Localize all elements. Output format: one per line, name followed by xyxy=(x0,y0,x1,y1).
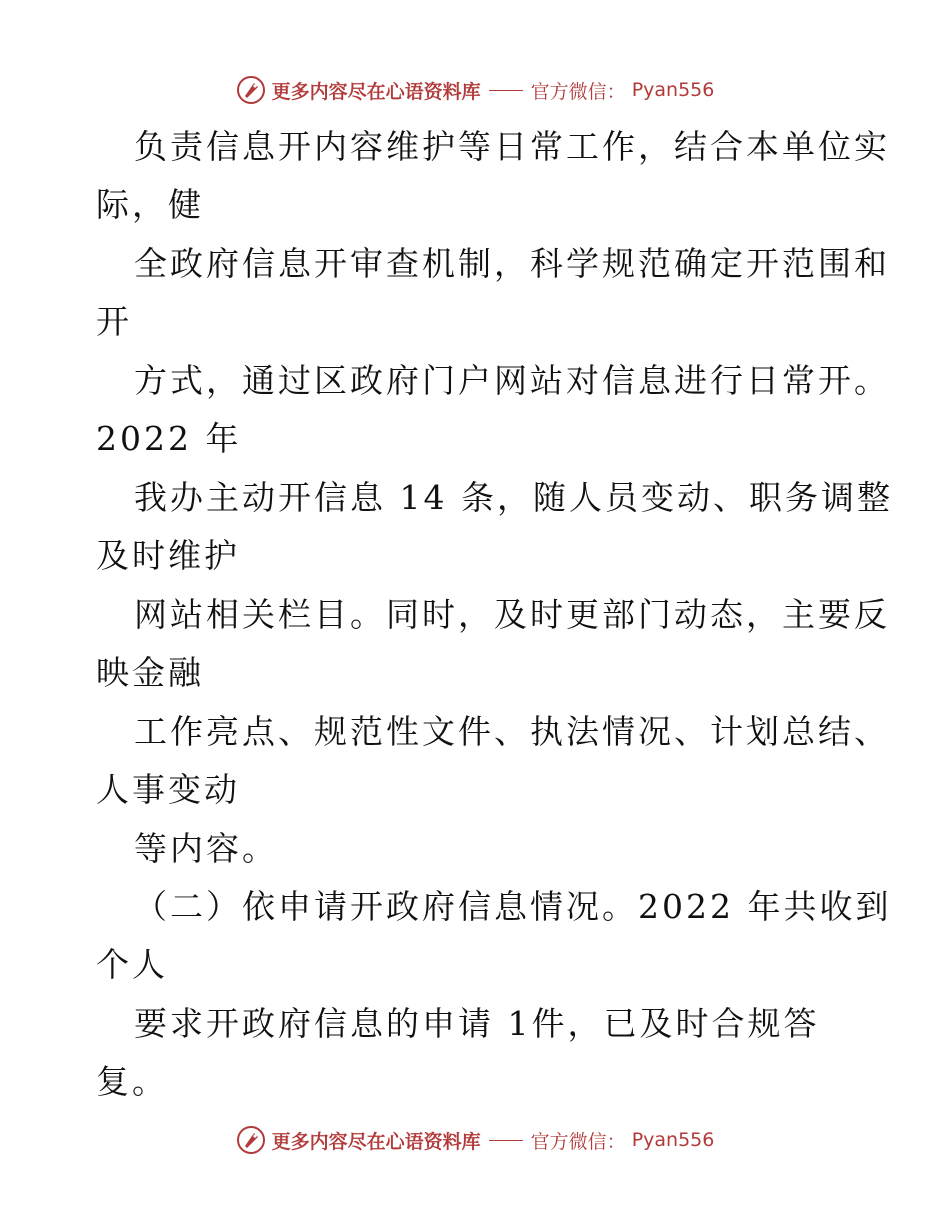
text-line: 复。 xyxy=(96,1062,168,1101)
text-line: 要求开政府信息的申请 1件，已及时合规答 xyxy=(134,1004,820,1043)
text-line: 2022 年 xyxy=(96,419,242,458)
wechat-id: Pyan556 xyxy=(631,79,715,101)
text-line: 负责信息开内容维护等日常工作，结合本单位实 xyxy=(134,127,890,166)
text-line: 等内容。 xyxy=(134,829,278,868)
text-line: 开 xyxy=(96,302,132,341)
text-line: （二）依申请开政府信息情况。2022 年共收到 xyxy=(134,887,892,926)
pen-nib-icon xyxy=(236,1125,266,1155)
text-line: 全政府信息开审查机制，科学规范确定开范围和 xyxy=(134,244,890,283)
text-line: 工作亮点、规范性文件、执法情况、计划总结、 xyxy=(134,712,890,751)
wechat-label: 官方微信： xyxy=(530,1130,626,1153)
footer-banner xyxy=(0,1122,950,1158)
text-line: 映金融 xyxy=(96,653,204,692)
wechat-id: Pyan556 xyxy=(631,1129,715,1151)
text-line: 网站相关栏目。同时，及时更部门动态，主要反 xyxy=(134,595,890,634)
text-line: 方式，通过区政府门户网站对信息进行日常开。 xyxy=(134,361,890,400)
text-line: 及时维护 xyxy=(96,536,240,575)
text-line: 个人 xyxy=(96,945,168,984)
text-line: 人事变动 xyxy=(96,770,240,809)
text-line: 我办主动开信息 14 条，随人员变动、职务调整 xyxy=(134,478,893,517)
pen-nib-icon xyxy=(236,75,266,105)
brand-name: 更多内容尽在心语资料库 xyxy=(271,80,481,103)
text-line: 际，健 xyxy=(96,185,204,224)
header-banner xyxy=(0,72,950,108)
separator-dash xyxy=(489,90,523,91)
wechat-label: 官方微信： xyxy=(530,80,626,103)
brand-name: 更多内容尽在心语资料库 xyxy=(271,1130,481,1153)
separator-dash xyxy=(489,1140,523,1141)
